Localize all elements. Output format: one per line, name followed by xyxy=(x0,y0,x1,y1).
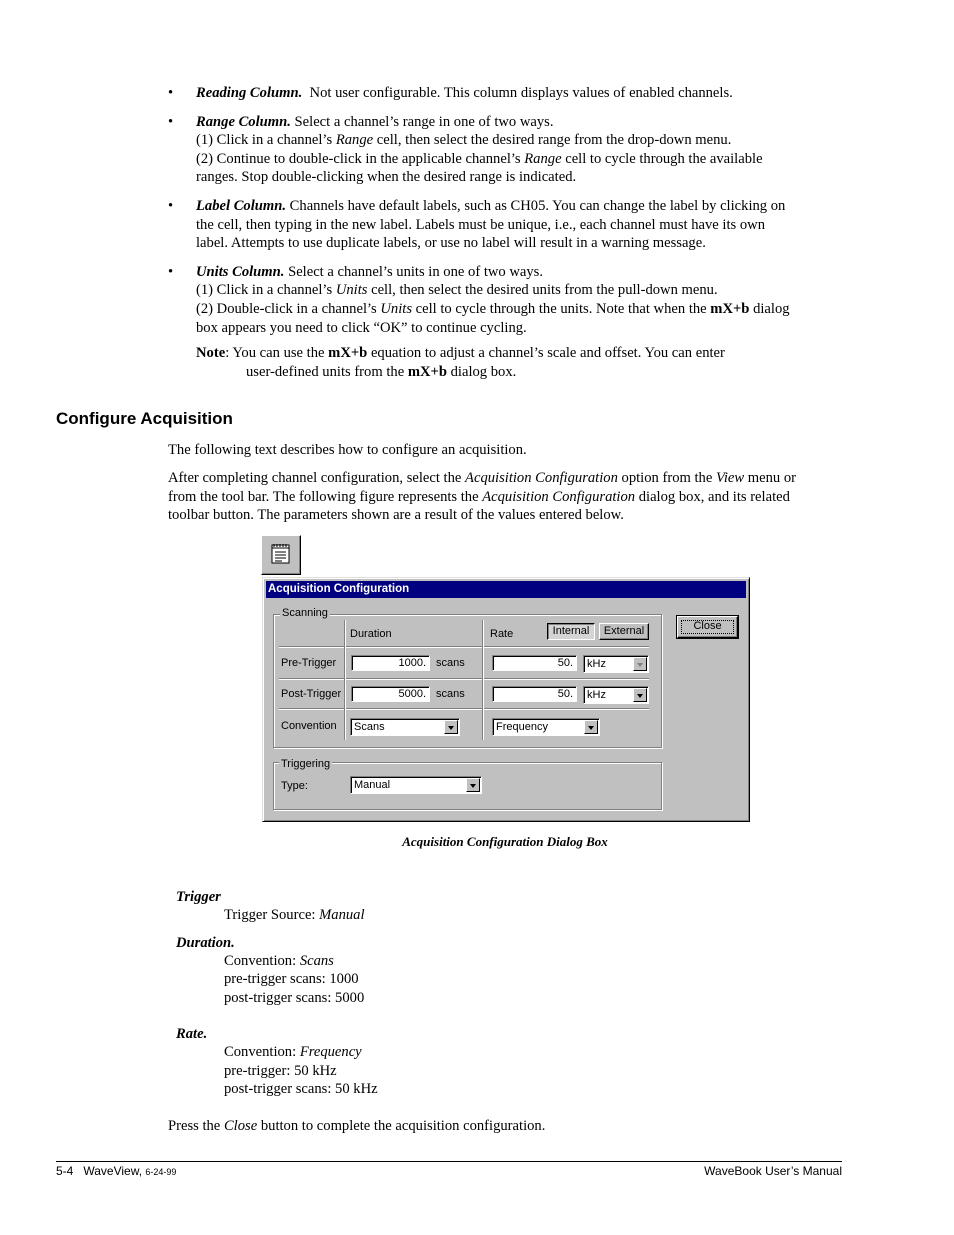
trigger-source-line: Trigger Source: Manual xyxy=(224,907,365,923)
duration-header: Duration xyxy=(350,628,392,640)
pre-trigger-label: Pre-Trigger xyxy=(281,657,337,669)
trigger-type-label: Type: xyxy=(281,780,308,792)
duration-heading: Duration. xyxy=(176,935,235,951)
grid-row-divider xyxy=(279,646,649,648)
grid-row-divider xyxy=(279,678,649,680)
pre-trigger-duration-field[interactable]: 1000. xyxy=(351,655,430,671)
pre-trigger-rate-unit-dropdown[interactable]: kHz xyxy=(583,655,649,673)
bullet-dot: • xyxy=(168,113,174,130)
grid-row-divider xyxy=(279,708,649,710)
footer-left: 5-4 WaveView, 6-24-99 xyxy=(56,1164,177,1178)
rate-heading: Rate. xyxy=(176,1026,208,1042)
post-trigger-scans-unit: scans xyxy=(436,688,465,700)
rate-header: Rate xyxy=(490,628,514,640)
rate-post-line: post-trigger scans: 50 kHz xyxy=(224,1081,378,1097)
duration-pre-line: pre-trigger scans: 1000 xyxy=(224,971,359,987)
close-button[interactable]: Close xyxy=(677,616,738,638)
pre-trigger-rate-field[interactable]: 50. xyxy=(492,655,577,671)
grid-col-divider xyxy=(344,620,346,740)
chevron-down-icon[interactable] xyxy=(633,688,647,702)
section-title: Configure Acquisition xyxy=(56,409,233,428)
pre-trigger-scans-unit: scans xyxy=(436,657,465,669)
grid-col-divider xyxy=(482,620,484,740)
rate-convention-line: Convention: Frequency xyxy=(224,1044,362,1060)
acquisition-config-toolbar-button[interactable] xyxy=(261,535,301,575)
triggering-group-label: Triggering xyxy=(281,758,331,770)
duration-convention-line: Convention: Scans xyxy=(224,953,334,969)
bullet-dot: • xyxy=(168,197,174,214)
column-bullet-list xyxy=(168,84,840,347)
bullet-reading-column: • Reading Column. Not user configurable. This column displays values of enabled channels. xyxy=(168,85,733,101)
duration-convention-dropdown[interactable]: Scans xyxy=(350,718,460,736)
scanning-group-label: Scanning xyxy=(282,607,328,619)
chevron-down-icon[interactable] xyxy=(466,778,480,792)
acquisition-config-icon xyxy=(270,543,292,565)
post-trigger-rate-field[interactable]: 50. xyxy=(492,686,577,702)
bullet-dot: • xyxy=(168,263,174,280)
internal-button[interactable]: Internal xyxy=(547,623,595,640)
focus-rectangle xyxy=(681,620,734,634)
bullet-dot: • xyxy=(168,85,174,101)
post-trigger-label: Post-Trigger xyxy=(281,688,342,700)
post-trigger-rate-unit-dropdown[interactable]: kHz xyxy=(583,686,649,704)
chevron-down-icon xyxy=(633,657,647,671)
post-trigger-duration-field[interactable]: 5000. xyxy=(351,686,430,702)
bullet-label-column: • Label Column. Channels have default labels, such as CH05. You can change the label by clicking on the cell, then typing in the new label. Labels must be unique, i.e., each channel must have its own label. Attempts to use duplicate labels, or use no label will result in a warning message. xyxy=(168,197,786,252)
trigger-type-dropdown[interactable]: Manual xyxy=(350,776,482,794)
intro-paragraph: The following text describes how to configure an acquisition. xyxy=(168,442,527,458)
closing-paragraph: Press the Close button to complete the acquisition configuration. xyxy=(168,1118,546,1134)
convention-label: Convention xyxy=(281,720,337,732)
trigger-heading: Trigger xyxy=(176,889,221,905)
duration-post-line: post-trigger scans: 5000 xyxy=(224,990,365,1006)
mxb-note: Note: You can use the mX+b equation to adjust a channel’s scale and offset. You can enter user-defined units from the mX+b dialog box. xyxy=(196,345,725,380)
bullet-range-column: • Range Column. Select a channel’s range in one of two ways. (1) Click in a channel’s Range cell, then select the desired range from the drop-down menu. (2) Continue to double-click in the applicable channel’s Range cell to cycle through the available ranges. Stop double-clicking when the desired range is indicated. xyxy=(168,113,763,186)
rate-convention-dropdown[interactable]: Frequency xyxy=(492,718,600,736)
footer-rule xyxy=(56,1161,842,1162)
chevron-down-icon[interactable] xyxy=(584,720,598,734)
bullet-units-column: • Units Column. Select a channel’s units in one of two ways. (1) Click in a channel’s Units cell, then select the desired units from the pull-down menu. (2) Double-click in a channel’s Units cell to cycle through the units. Note that when the mX+b dialog box appears you need to click “OK” to continue cycling. xyxy=(168,263,790,336)
chevron-down-icon[interactable] xyxy=(444,720,458,734)
footer-right: WaveBook User’s Manual xyxy=(704,1164,842,1178)
figure-caption: Acquisition Configuration Dialog Box xyxy=(402,834,608,849)
instructions-paragraph: After completing channel configuration, select the Acquisition Configuration option from the View menu or from the tool bar. The following figure represents the Acquisition Configuration dialog box, and its related toolbar button. The parameters shown are a result of the values entered below. xyxy=(168,470,796,524)
dialog-title-bar: Acquisition Configuration xyxy=(266,581,746,598)
rate-pre-line: pre-trigger: 50 kHz xyxy=(224,1063,337,1079)
acquisition-configuration-dialog xyxy=(262,577,750,822)
external-button[interactable]: External xyxy=(599,623,649,640)
